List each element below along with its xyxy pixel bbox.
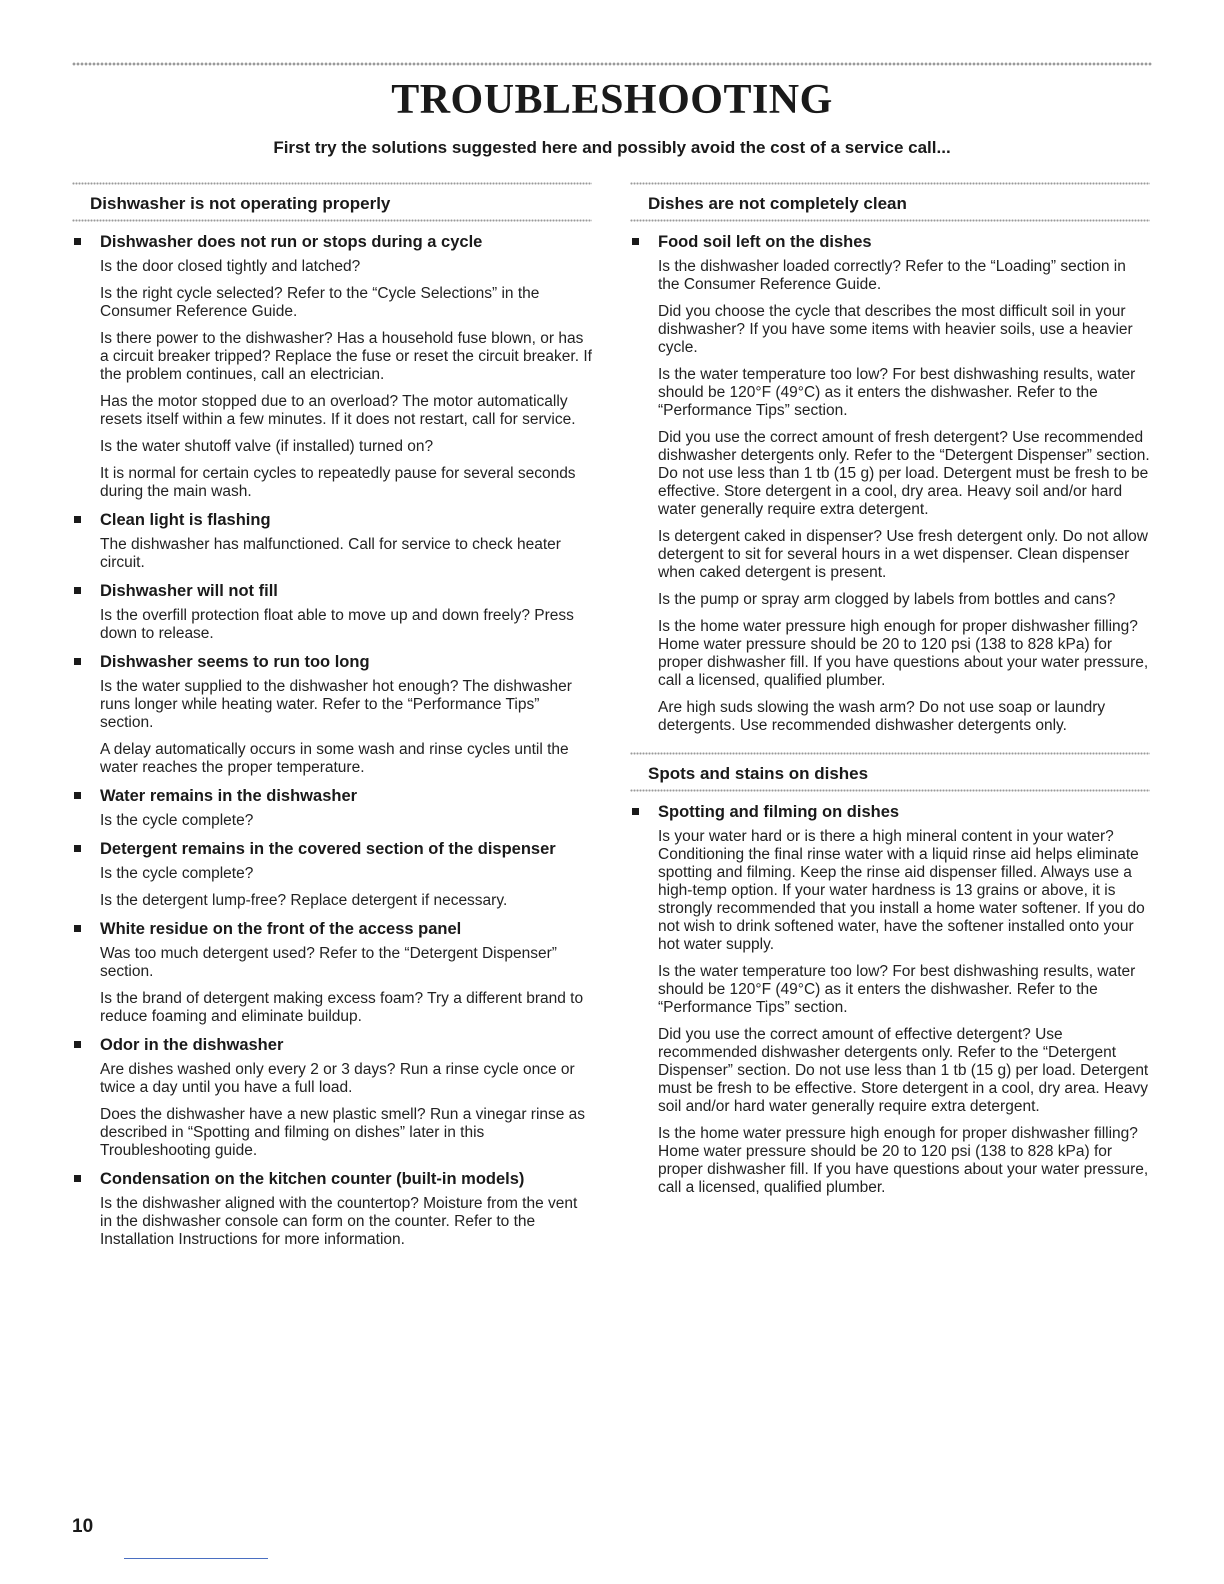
issue-paragraph: Is the detergent lump-free? Replace detergent if necessary. (100, 892, 508, 909)
section-title: Spots and stains on dishes (648, 764, 869, 783)
issue-item (72, 1035, 592, 1160)
issue-paragraph: Is the overfill protection float able to move up and down freely? Press down to release. (100, 607, 574, 642)
issue-paragraph: Was too much detergent used? Refer to the “Detergent Dispenser” section. (100, 945, 557, 980)
issue-title: Dishwasher seems to run too long (100, 653, 370, 671)
issue-paragraph: Did you use the correct amount of effective detergent? Use recommended dishwasher detergents only. Refer to the “Detergent Dispenser” section. Do not use less than 1 tb (15 g) per load. Detergent must be fresh to be effective. Store detergent in a cool, dry area. Heavy soil and/or hard water generally require extra detergent. (658, 1026, 1149, 1115)
issue-paragraph: Is the pump or spray arm clogged by labels from bottles and cans? (658, 591, 1116, 608)
section-title: Dishwasher is not operating properly (90, 194, 391, 213)
page-title: TROUBLESHOOTING (391, 77, 833, 123)
issue-title: Clean light is flashing (100, 511, 271, 529)
issue-title: Spotting and filming on dishes (658, 803, 900, 821)
issue-paragraph: Is the right cycle selected? Refer to the “Cycle Selections” in the Consumer Reference Guide. (100, 285, 540, 320)
issue-paragraph: Is the water temperature too low? For best dishwashing results, water should be 120°F (49°C) as it enters the dishwasher. Refer to the “Performance Tips” section. (658, 963, 1136, 1016)
left-column (72, 182, 592, 1258)
issue-item (72, 839, 592, 910)
top-dotted-rule (72, 62, 1152, 66)
issue-title: Food soil left on the dishes (658, 233, 872, 251)
issue-list (630, 802, 1150, 1197)
issue-title: Condensation on the kitchen counter (built-in models) (100, 1170, 525, 1188)
issue-paragraph: Is there power to the dishwasher? Has a household fuse blown, or has a circuit breaker tripped? Replace the fuse or reset the circuit breaker. If the problem continues, call an electrician. (100, 330, 592, 383)
issue-title: Dishwasher does not run or stops during a cycle (100, 233, 483, 251)
issue-title: Odor in the dishwasher (100, 1036, 284, 1054)
issue-item (72, 652, 592, 777)
issue-item (72, 786, 592, 830)
issue-paragraph: Is your water hard or is there a high mineral content in your water? Conditioning the final rinse water with a liquid rinse aid helps eliminate spotting and filming. Keep the rinse aid dispenser filled. Always use a high-temp option. If your water hardness is 13 grains or above, it is strongly recommended that you install a home water softener. If you do not wish to drink softened water, have the softener installed onto your hot water supply. (658, 828, 1145, 953)
issue-list (630, 232, 1150, 735)
square-bullet-icon (74, 925, 81, 932)
issue-paragraph: Are high suds slowing the wash arm? Do not use soap or laundry detergents. Use recommended dishwasher detergents only. (658, 699, 1106, 734)
issue-item (72, 232, 592, 501)
square-bullet-icon (74, 516, 81, 523)
right-column (630, 182, 1150, 1206)
issue-paragraph: Is the water temperature too low? For best dishwashing results, water should be 120°F (49°C) as it enters the dishwasher. Refer to the “Performance Tips” section. (658, 366, 1136, 419)
issue-title: White residue on the front of the access panel (100, 920, 462, 938)
square-bullet-icon (632, 808, 639, 815)
section-header (630, 752, 1150, 792)
square-bullet-icon (74, 238, 81, 245)
issue-paragraph: Is the cycle complete? (100, 812, 254, 829)
issue-paragraph: Is detergent caked in dispenser? Use fresh detergent only. Do not allow detergent to sit for several hours in a wet dispenser. Clean dispenser when caked detergent is present. (658, 528, 1148, 581)
square-bullet-icon (74, 587, 81, 594)
square-bullet-icon (74, 1175, 81, 1182)
issue-item (72, 919, 592, 1026)
issue-paragraph: Is the brand of detergent making excess foam? Try a different brand to reduce foaming and eliminate buildup. (100, 990, 584, 1025)
issue-paragraph: Is the door closed tightly and latched? (100, 258, 361, 275)
issue-paragraph: Is the water supplied to the dishwasher hot enough? The dishwasher runs longer while heating water. Refer to the “Performance Tips” section. (100, 678, 572, 731)
issue-item (630, 802, 1150, 1197)
issue-paragraph: Is the home water pressure high enough for proper dishwasher filling? Home water pressure should be 20 to 120 psi (138 to 828 kPa) for proper dishwasher fill. If you have questions about your water pressure, call a licensed, qualified plumber. (658, 618, 1149, 689)
section-header (72, 182, 592, 222)
issue-paragraph: Did you choose the cycle that describes the most difficult soil in your dishwasher? If you have some items with heavier soils, use a heavier cycle. (658, 303, 1133, 356)
issue-item (72, 1169, 592, 1249)
issue-item (72, 510, 592, 572)
square-bullet-icon (74, 792, 81, 799)
section-title: Dishes are not completely clean (648, 194, 907, 213)
section-spacer (630, 744, 1150, 752)
square-bullet-icon (632, 238, 639, 245)
issue-title: Detergent remains in the covered section of the dispenser (100, 840, 556, 858)
issue-paragraph: Is the cycle complete? (100, 865, 254, 882)
issue-paragraph: The dishwasher has malfunctioned. Call for service to check heater circuit. (100, 536, 561, 571)
square-bullet-icon (74, 845, 81, 852)
issue-paragraph: It is normal for certain cycles to repeatedly pause for several seconds during the main wash. (100, 465, 576, 500)
issue-paragraph: Are dishes washed only every 2 or 3 days? Run a rinse cycle once or twice a day until you have a full load. (100, 1061, 575, 1096)
issue-title: Dishwasher will not fill (100, 582, 278, 600)
issue-item (72, 581, 592, 643)
page-number: 10 (72, 1516, 94, 1537)
issue-paragraph: A delay automatically occurs in some wash and rinse cycles until the water reaches the proper temperature. (100, 741, 569, 776)
issue-paragraph: Did you use the correct amount of fresh detergent? Use recommended dishwasher detergents only. Refer to the “Detergent Dispenser” section. Do not use less than 1 tb (15 g) per load. Detergent must be fresh to be effective. Store detergent in a cool, dry area. Heavy soil and/or hard water generally require extra detergent. (658, 429, 1150, 518)
section-header (630, 182, 1150, 222)
issue-title: Water remains in the dishwasher (100, 787, 358, 805)
issue-paragraph: Does the dishwasher have a new plastic smell? Run a vinegar rinse as described in “Spotting and filming on dishes” later in this Troubleshooting guide. (100, 1106, 586, 1159)
issue-paragraph: Is the dishwasher loaded correctly? Refer to the “Loading” section in the Consumer Reference Guide. (658, 258, 1126, 293)
page-subtitle: First try the solutions suggested here and possibly avoid the cost of a service call... (273, 138, 951, 157)
issue-paragraph: Is the water shutoff valve (if installed) turned on? (100, 438, 434, 455)
footer-line (124, 1558, 268, 1559)
issue-list (72, 232, 592, 1249)
square-bullet-icon (74, 658, 81, 665)
issue-paragraph: Is the home water pressure high enough for proper dishwasher filling? Home water pressure should be 20 to 120 psi (138 to 828 kPa) for proper dishwasher fill. If you have questions about your water pressure, call a licensed, qualified plumber. (658, 1125, 1149, 1196)
issue-paragraph: Is the dishwasher aligned with the countertop? Moisture from the vent in the dishwasher console can form on the counter. Refer to the Installation Instructions for more information. (100, 1195, 578, 1248)
issue-paragraph: Has the motor stopped due to an overload? The motor automatically resets itself within a few minutes. If it does not restart, call for service. (100, 393, 576, 428)
issue-item (630, 232, 1150, 735)
square-bullet-icon (74, 1041, 81, 1048)
